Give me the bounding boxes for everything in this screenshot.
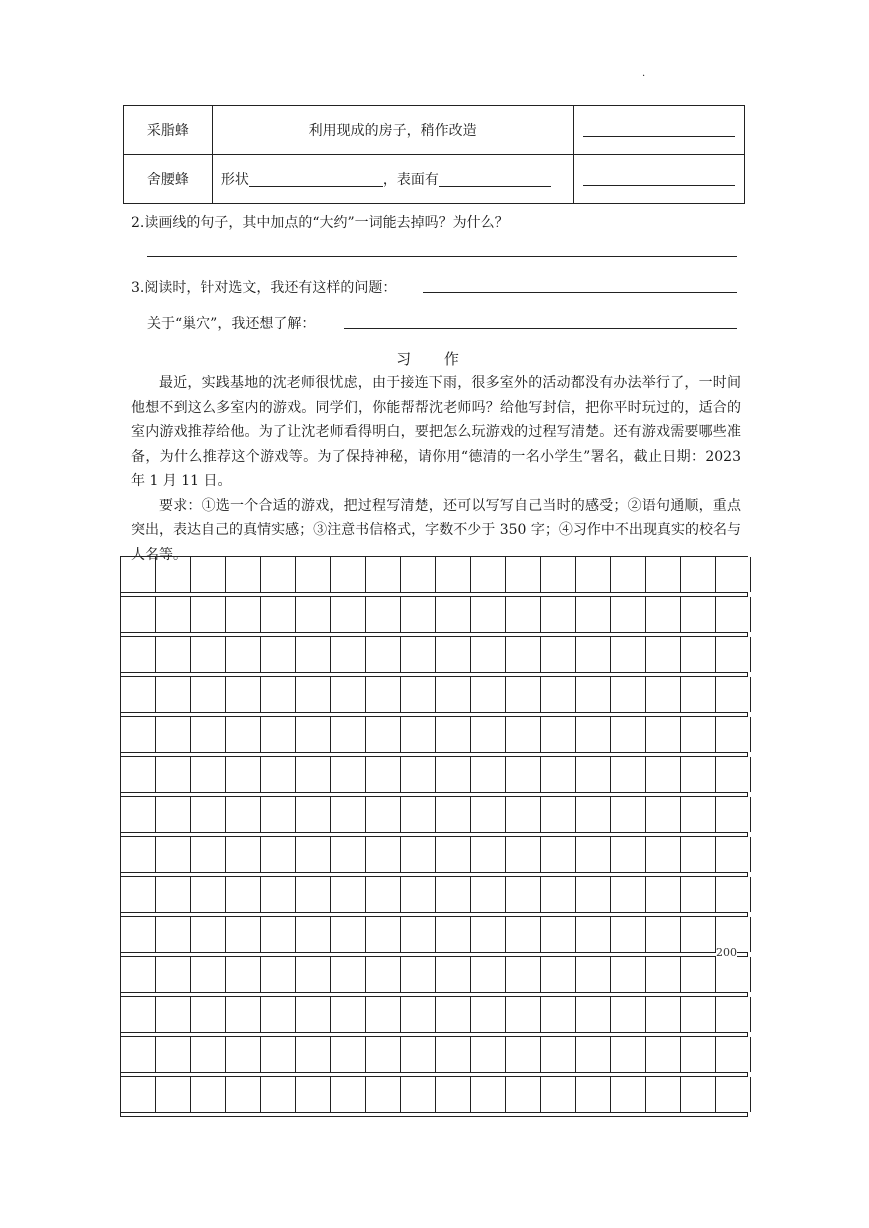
grid-cell[interactable] — [226, 1037, 261, 1072]
grid-cell[interactable] — [681, 717, 716, 752]
grid-cell[interactable] — [506, 877, 541, 912]
answer-line — [583, 173, 735, 186]
writing-grid[interactable] — [120, 556, 748, 1117]
grid-cell[interactable] — [576, 717, 611, 752]
grid-cell[interactable] — [331, 957, 366, 992]
grid-cell[interactable] — [541, 757, 576, 792]
grid-cell[interactable] — [716, 1077, 751, 1112]
grid-cell[interactable] — [611, 877, 646, 912]
grid-cell[interactable] — [716, 837, 751, 872]
grid-cell[interactable] — [191, 797, 226, 832]
shape-label: 形状 — [220, 172, 249, 188]
grid-cell[interactable] — [506, 1037, 541, 1072]
grid-cell[interactable] — [261, 677, 296, 712]
grid-cell[interactable] — [261, 597, 296, 632]
grid-cell[interactable] — [121, 797, 156, 832]
grid-cell[interactable] — [401, 1077, 436, 1112]
grid-cell[interactable] — [226, 997, 261, 1032]
grid-cell[interactable] — [121, 757, 156, 792]
grid-cell[interactable] — [471, 557, 506, 592]
grid-cell[interactable] — [436, 1037, 471, 1072]
grid-cell[interactable] — [506, 757, 541, 792]
grid-cell[interactable] — [191, 957, 226, 992]
surface-blank[interactable] — [439, 170, 551, 187]
grid-row — [120, 916, 748, 953]
grid-cell[interactable] — [541, 557, 576, 592]
grid-cell[interactable] — [296, 1037, 331, 1072]
grid-cell[interactable] — [576, 637, 611, 672]
word-count-marker: 200 — [716, 946, 737, 959]
grid-cell[interactable] — [226, 877, 261, 912]
grid-cell[interactable] — [156, 957, 191, 992]
grid-row — [120, 956, 748, 993]
page-mark: . — [642, 68, 646, 79]
grid-cell[interactable] — [366, 957, 401, 992]
grid-cell[interactable] — [681, 637, 716, 672]
grid-cell[interactable] — [331, 877, 366, 912]
grid-cell[interactable] — [436, 877, 471, 912]
grid-cell[interactable] — [191, 717, 226, 752]
grid-cell[interactable] — [261, 717, 296, 752]
grid-cell[interactable] — [156, 757, 191, 792]
grid-cell[interactable] — [506, 917, 541, 952]
grid-cell[interactable] — [261, 877, 296, 912]
grid-row — [120, 596, 748, 633]
grid-cell[interactable] — [541, 957, 576, 992]
bee-name-cell: 采脂蜂 — [124, 106, 213, 155]
shape-blank[interactable] — [249, 170, 383, 187]
grid-cell[interactable] — [121, 557, 156, 592]
grid-cell[interactable] — [646, 1037, 681, 1072]
bee-nest-table — [123, 105, 745, 204]
grid-cell[interactable] — [296, 757, 331, 792]
grid-cell[interactable] — [331, 917, 366, 952]
grid-cell[interactable] — [681, 557, 716, 592]
grid-cell[interactable] — [506, 957, 541, 992]
grid-cell[interactable] — [506, 557, 541, 592]
grid-cell[interactable] — [296, 1077, 331, 1112]
grid-cell[interactable] — [366, 917, 401, 952]
grid-cell[interactable] — [366, 637, 401, 672]
grid-cell[interactable] — [576, 1037, 611, 1072]
grid-cell[interactable] — [401, 917, 436, 952]
grid-cell[interactable] — [646, 797, 681, 832]
grid-cell[interactable] — [576, 877, 611, 912]
grid-cell[interactable] — [366, 677, 401, 712]
grid-cell[interactable] — [716, 557, 751, 592]
grid-cell[interactable] — [576, 1077, 611, 1112]
grid-cell[interactable] — [681, 837, 716, 872]
grid-cell[interactable] — [401, 597, 436, 632]
grid-cell[interactable] — [541, 797, 576, 832]
grid-cell[interactable] — [366, 1077, 401, 1112]
grid-cell[interactable] — [611, 677, 646, 712]
grid-cell[interactable] — [296, 917, 331, 952]
grid-cell[interactable] — [331, 677, 366, 712]
grid-cell[interactable] — [576, 677, 611, 712]
answer-line-q3[interactable] — [423, 292, 737, 293]
grid-cell[interactable] — [191, 1037, 226, 1072]
grid-cell[interactable] — [541, 597, 576, 632]
grid-cell[interactable] — [401, 757, 436, 792]
grid-row — [120, 996, 748, 1033]
grid-cell[interactable] — [191, 757, 226, 792]
grid-cell[interactable] — [296, 877, 331, 912]
grid-cell[interactable] — [646, 877, 681, 912]
grid-cell[interactable] — [331, 837, 366, 872]
grid-cell[interactable] — [296, 637, 331, 672]
grid-cell[interactable] — [331, 557, 366, 592]
grid-cell[interactable] — [366, 877, 401, 912]
grid-cell[interactable] — [506, 597, 541, 632]
grid-cell[interactable] — [401, 837, 436, 872]
grid-cell[interactable] — [226, 717, 261, 752]
grid-cell[interactable] — [226, 797, 261, 832]
grid-cell[interactable] — [471, 597, 506, 632]
grid-cell[interactable] — [191, 557, 226, 592]
grid-cell[interactable] — [331, 1077, 366, 1112]
grid-cell[interactable] — [156, 917, 191, 952]
grid-cell[interactable] — [296, 797, 331, 832]
grid-cell[interactable] — [471, 837, 506, 872]
grid-cell[interactable] — [191, 837, 226, 872]
grid-cell[interactable] — [681, 1037, 716, 1072]
grid-cell[interactable] — [226, 557, 261, 592]
question-2: 2.读画线的句子，其中加点的“大约”一词能去掉吗？为什么？ — [131, 215, 509, 231]
grid-cell[interactable] — [296, 837, 331, 872]
grid-cell[interactable] — [121, 597, 156, 632]
grid-cell[interactable] — [401, 957, 436, 992]
grid-cell[interactable] — [611, 1077, 646, 1112]
grid-cell[interactable] — [226, 917, 261, 952]
grid-cell[interactable] — [226, 677, 261, 712]
grid-cell[interactable] — [541, 677, 576, 712]
grid-cell[interactable] — [716, 957, 751, 992]
grid-cell[interactable] — [331, 797, 366, 832]
grid-cell[interactable] — [296, 557, 331, 592]
grid-cell[interactable] — [121, 1077, 156, 1112]
grid-cell[interactable] — [436, 997, 471, 1032]
grid-cell[interactable] — [261, 957, 296, 992]
question-3b: 关于“巢穴”，我还想了解： — [147, 316, 316, 332]
grid-cell[interactable] — [366, 557, 401, 592]
grid-cell[interactable] — [646, 837, 681, 872]
grid-cell[interactable] — [681, 957, 716, 992]
grid-cell[interactable] — [646, 637, 681, 672]
grid-row — [120, 676, 748, 713]
grid-cell[interactable] — [716, 797, 751, 832]
grid-cell[interactable] — [541, 837, 576, 872]
grid-cell[interactable] — [226, 597, 261, 632]
grid-cell[interactable] — [156, 597, 191, 632]
grid-cell[interactable] — [331, 757, 366, 792]
grid-cell[interactable] — [226, 1077, 261, 1112]
grid-cell[interactable] — [191, 637, 226, 672]
answer-line-q2[interactable] — [147, 256, 737, 257]
grid-cell[interactable] — [366, 797, 401, 832]
grid-cell[interactable] — [156, 797, 191, 832]
prompt-paragraph: 最近，实践基地的沈老师很忧虑，由于接连下雨，很多室外的活动都没有办法举行了，一时间他想不到这么多室内的游戏。同学们，你能帮帮沈老师吗？给他写封信，把你平时玩过的，适合的室内游戏推荐给他。为了让沈老师看得明白，要把怎么玩游戏的过程写清楚。还有游戏需要哪些准备，为什么推荐这个游戏等。为了保持神秘，请你用“德清的一名小学生”署名，截止日期：2023 年 1 月 11 日。 — [131, 375, 741, 489]
grid-cell[interactable] — [576, 917, 611, 952]
composition-prompt — [131, 371, 741, 567]
grid-cell[interactable] — [541, 717, 576, 752]
grid-cell[interactable] — [261, 797, 296, 832]
grid-cell[interactable] — [296, 677, 331, 712]
grid-cell[interactable] — [401, 877, 436, 912]
grid-cell[interactable] — [681, 597, 716, 632]
prompt-requirements: 要求：①选一个合适的游戏，把过程写清楚，还可以写写自己当时的感受；②语句通顺，重点突出，表达自己的真情实感；③注意书信格式，字数不少于 350 字；④习作中不出现真实的校名与人名等。 — [131, 497, 741, 563]
grid-cell[interactable] — [366, 1037, 401, 1072]
grid-cell[interactable] — [436, 837, 471, 872]
grid-cell[interactable] — [331, 717, 366, 752]
grid-cell[interactable] — [471, 917, 506, 952]
grid-cell[interactable] — [436, 797, 471, 832]
grid-cell[interactable] — [506, 997, 541, 1032]
grid-row — [120, 876, 748, 913]
grid-cell[interactable] — [121, 677, 156, 712]
grid-cell[interactable] — [121, 877, 156, 912]
grid-cell[interactable] — [331, 997, 366, 1032]
grid-cell[interactable] — [191, 877, 226, 912]
grid-row — [120, 716, 748, 753]
grid-cell[interactable] — [716, 677, 751, 712]
grid-cell[interactable] — [611, 757, 646, 792]
grid-cell[interactable] — [366, 997, 401, 1032]
grid-cell[interactable] — [401, 677, 436, 712]
grid-cell[interactable] — [156, 557, 191, 592]
grid-cell[interactable] — [576, 757, 611, 792]
grid-cell[interactable] — [156, 1037, 191, 1072]
grid-row — [120, 636, 748, 673]
grid-cell[interactable] — [436, 917, 471, 952]
grid-cell[interactable] — [296, 597, 331, 632]
grid-cell[interactable] — [611, 797, 646, 832]
grid-cell[interactable] — [436, 717, 471, 752]
grid-cell[interactable] — [366, 837, 401, 872]
grid-cell[interactable] — [716, 717, 751, 752]
grid-cell[interactable] — [471, 637, 506, 672]
grid-cell[interactable] — [471, 957, 506, 992]
answer-line — [583, 124, 735, 137]
nest-desc-cell — [212, 155, 573, 204]
grid-cell[interactable] — [401, 557, 436, 592]
grid-cell[interactable] — [541, 637, 576, 672]
grid-cell[interactable] — [646, 597, 681, 632]
grid-cell[interactable] — [331, 637, 366, 672]
grid-cell[interactable] — [471, 677, 506, 712]
grid-cell[interactable] — [296, 717, 331, 752]
answer-blank-cell[interactable] — [573, 106, 744, 155]
grid-cell[interactable] — [436, 677, 471, 712]
surface-label: ，表面有 — [382, 172, 439, 188]
grid-cell[interactable] — [261, 997, 296, 1032]
grid-cell[interactable] — [331, 597, 366, 632]
grid-cell[interactable] — [611, 717, 646, 752]
grid-cell[interactable] — [506, 637, 541, 672]
grid-cell[interactable] — [611, 1037, 646, 1072]
grid-cell[interactable] — [716, 757, 751, 792]
composition-title: 习 作 — [396, 350, 473, 368]
grid-cell[interactable] — [646, 1077, 681, 1112]
grid-cell[interactable] — [191, 917, 226, 952]
grid-cell[interactable] — [261, 917, 296, 952]
grid-row — [120, 796, 748, 833]
grid-row — [120, 1076, 748, 1113]
grid-cell[interactable] — [576, 797, 611, 832]
grid-cell[interactable] — [716, 597, 751, 632]
grid-cell[interactable] — [366, 597, 401, 632]
grid-cell[interactable] — [191, 1077, 226, 1112]
grid-cell[interactable] — [471, 877, 506, 912]
table-row — [124, 155, 745, 204]
grid-cell[interactable] — [156, 677, 191, 712]
grid-cell[interactable] — [506, 1077, 541, 1112]
grid-cell[interactable] — [156, 1077, 191, 1112]
grid-row — [120, 1036, 748, 1073]
grid-cell[interactable] — [506, 797, 541, 832]
question-3: 3.阅读时，针对选文，我还有这样的问题： — [131, 280, 397, 296]
grid-cell[interactable] — [681, 677, 716, 712]
grid-cell[interactable] — [156, 997, 191, 1032]
grid-cell[interactable] — [611, 997, 646, 1032]
grid-cell[interactable] — [471, 797, 506, 832]
grid-cell[interactable] — [611, 957, 646, 992]
grid-cell[interactable] — [436, 757, 471, 792]
grid-cell[interactable] — [436, 1077, 471, 1112]
grid-cell[interactable] — [436, 637, 471, 672]
grid-cell[interactable] — [576, 957, 611, 992]
grid-cell[interactable] — [226, 757, 261, 792]
grid-cell[interactable] — [541, 1037, 576, 1072]
grid-cell[interactable] — [681, 1077, 716, 1112]
grid-cell[interactable] — [646, 677, 681, 712]
grid-cell[interactable] — [716, 877, 751, 912]
grid-cell[interactable] — [121, 637, 156, 672]
grid-cell[interactable] — [191, 597, 226, 632]
grid-cell[interactable] — [716, 1037, 751, 1072]
grid-cell[interactable] — [471, 717, 506, 752]
grid-cell[interactable] — [471, 997, 506, 1032]
answer-blank-cell[interactable] — [573, 155, 744, 204]
grid-cell[interactable] — [471, 1037, 506, 1072]
grid-cell[interactable] — [716, 997, 751, 1032]
grid-cell[interactable] — [436, 957, 471, 992]
grid-cell[interactable] — [611, 917, 646, 952]
grid-cell[interactable] — [261, 757, 296, 792]
grid-cell[interactable] — [261, 837, 296, 872]
grid-row-gap — [120, 1113, 748, 1117]
grid-cell[interactable] — [646, 557, 681, 592]
grid-cell[interactable] — [646, 917, 681, 952]
grid-cell[interactable] — [401, 717, 436, 752]
grid-row — [120, 756, 748, 793]
grid-cell[interactable] — [401, 797, 436, 832]
grid-cell[interactable] — [156, 717, 191, 752]
grid-cell[interactable] — [681, 877, 716, 912]
grid-cell[interactable] — [261, 1037, 296, 1072]
grid-cell[interactable] — [191, 997, 226, 1032]
grid-cell[interactable] — [226, 637, 261, 672]
grid-cell[interactable] — [261, 1077, 296, 1112]
grid-cell[interactable] — [576, 837, 611, 872]
grid-cell[interactable] — [471, 1077, 506, 1112]
grid-cell[interactable] — [121, 837, 156, 872]
grid-cell[interactable] — [716, 637, 751, 672]
grid-cell[interactable] — [156, 877, 191, 912]
grid-cell[interactable] — [296, 997, 331, 1032]
grid-cell[interactable] — [681, 757, 716, 792]
grid-row — [120, 836, 748, 873]
grid-cell[interactable] — [401, 997, 436, 1032]
grid-cell[interactable] — [366, 757, 401, 792]
grid-cell[interactable] — [611, 837, 646, 872]
grid-cell[interactable] — [681, 797, 716, 832]
grid-row — [120, 556, 748, 593]
answer-line-q3b[interactable] — [344, 328, 737, 329]
grid-cell[interactable] — [576, 997, 611, 1032]
bee-name-cell: 舍腰蜂 — [124, 155, 213, 204]
grid-cell[interactable] — [541, 877, 576, 912]
grid-cell[interactable] — [436, 557, 471, 592]
grid-cell[interactable] — [541, 917, 576, 952]
grid-cell[interactable] — [646, 997, 681, 1032]
grid-cell[interactable] — [576, 597, 611, 632]
grid-cell[interactable] — [541, 1077, 576, 1112]
grid-cell[interactable] — [121, 997, 156, 1032]
grid-cell[interactable] — [646, 717, 681, 752]
table-row — [124, 106, 745, 155]
grid-cell[interactable] — [401, 637, 436, 672]
grid-cell[interactable] — [681, 917, 716, 952]
grid-cell[interactable] — [296, 957, 331, 992]
grid-cell[interactable] — [331, 1037, 366, 1072]
grid-cell[interactable] — [611, 637, 646, 672]
grid-cell[interactable] — [261, 557, 296, 592]
grid-cell[interactable] — [156, 837, 191, 872]
grid-cell[interactable] — [506, 677, 541, 712]
grid-cell[interactable] — [646, 757, 681, 792]
grid-cell[interactable] — [646, 957, 681, 992]
grid-cell[interactable] — [156, 637, 191, 672]
grid-cell[interactable] — [121, 917, 156, 952]
grid-cell[interactable] — [506, 717, 541, 752]
grid-cell[interactable] — [436, 597, 471, 632]
grid-cell[interactable] — [191, 677, 226, 712]
grid-cell[interactable] — [611, 557, 646, 592]
grid-cell[interactable] — [541, 997, 576, 1032]
grid-cell[interactable] — [226, 957, 261, 992]
grid-cell[interactable] — [121, 717, 156, 752]
grid-cell[interactable] — [121, 957, 156, 992]
grid-cell[interactable] — [366, 717, 401, 752]
grid-cell[interactable] — [401, 1037, 436, 1072]
grid-cell[interactable] — [471, 757, 506, 792]
nest-desc-cell: 利用现成的房子，稍作改造 — [212, 106, 573, 155]
grid-cell[interactable] — [611, 597, 646, 632]
grid-cell[interactable] — [261, 637, 296, 672]
grid-cell[interactable] — [576, 557, 611, 592]
grid-cell[interactable] — [226, 837, 261, 872]
grid-cell[interactable] — [681, 997, 716, 1032]
grid-cell[interactable] — [121, 1037, 156, 1072]
grid-cell[interactable] — [506, 837, 541, 872]
